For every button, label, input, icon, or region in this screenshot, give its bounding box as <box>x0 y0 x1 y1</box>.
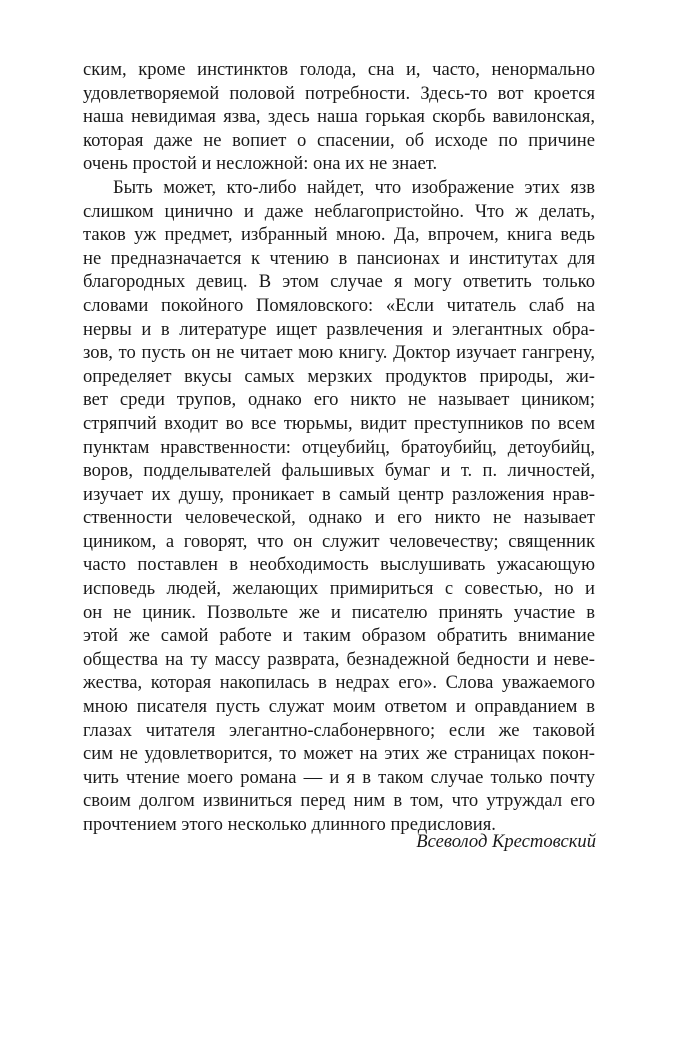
text-line: воров, подделывателей фальшивых бумаг и т. п. личностей, <box>83 460 595 482</box>
text-line: очень простой и несложной: она их не знает. <box>83 153 438 175</box>
text-line: удовлетворяемой половой потребности. Здесь-то вот кроется <box>83 82 595 104</box>
paragraph-main <box>83 176 595 837</box>
text-line: сим не удовлетворится, то может на этих же страницах покон- <box>83 743 595 765</box>
text-line: Быть может, кто-либо найдет, что изображение этих язв <box>113 176 595 198</box>
text-line: исповедь людей, желающих примириться с совестью, но и <box>83 578 595 600</box>
text-line: чить чтение моего романа — и я в таком случае только почту <box>83 766 595 788</box>
text-line: таков уж предмет, избранный мною. Да, впрочем, книга ведь <box>83 224 595 246</box>
text-line: которая даже не вопиет о спасении, об исходе по причине <box>83 129 595 151</box>
text-line: изучает их душу, проникает в самый центр разложения нрав- <box>83 483 595 505</box>
text-line: стряпчий входит во все тюрьмы, видит преступников по всем <box>83 412 595 434</box>
author-signature: Всеволод Крестовский <box>416 831 596 852</box>
text-line: ственности человеческой, однако и его никто не называет <box>83 507 595 529</box>
text-line: жества, которая накопилась в недрах его». Слова уважаемого <box>83 672 595 694</box>
text-line: благородных девиц. В этом случае я могу ответить только <box>83 271 595 293</box>
text-line: не предназначается к чтению в пансионах и институтах для <box>83 247 595 269</box>
text-line: часто поставлен в необходимость выслушивать ужасающую <box>83 554 595 576</box>
text-line: своим долгом извиниться перед ним в том, что утруждал его <box>83 790 595 812</box>
text-line: определяет вкусы самых мерзких продуктов природы, жи- <box>83 365 595 387</box>
text-line: слишком цинично и даже неблагопристойно. Что ж делать, <box>83 200 595 222</box>
text-line: вет среди трупов, однако его никто не называет циником; <box>83 389 595 411</box>
text-line: нервы и в литературе ищет развлечения и элегантных обра- <box>83 318 595 340</box>
text-line: словами покойного Помяловского: «Если читатель слаб на <box>83 294 595 316</box>
text-line: этой же самой работе и таким образом обратить внимание <box>83 625 595 647</box>
text-line: глазах читателя элегантно-слабонервного; если же таковой <box>83 719 595 741</box>
text-line: зов, то пусть он не читает мою книгу. Доктор изучает гангрену, <box>83 342 595 364</box>
text-line: пунктам нравственности: отцеубийц, братоубийц, детоубийц, <box>83 436 595 458</box>
text-line: мною писателя пусть служат моим ответом и оправданием в <box>83 696 595 718</box>
text-line: ским, кроме инстинктов голода, сна и, часто, ненормально <box>83 59 595 80</box>
text-line: наша невидимая язва, здесь наша горькая скорбь вавилонская, <box>83 106 595 128</box>
main-text <box>83 58 595 837</box>
text-line: он не циник. Позвольте же и писателю принять участие в <box>83 601 595 623</box>
text-line: циником, а говорят, что он служит человечеству; священник <box>83 530 595 552</box>
text-line: общества на ту массу разврата, безнадежной бедности и неве- <box>83 648 595 670</box>
paragraph-continuation <box>83 58 595 176</box>
text-line: прочтением этого несколько длинного предисловия. <box>83 814 496 835</box>
